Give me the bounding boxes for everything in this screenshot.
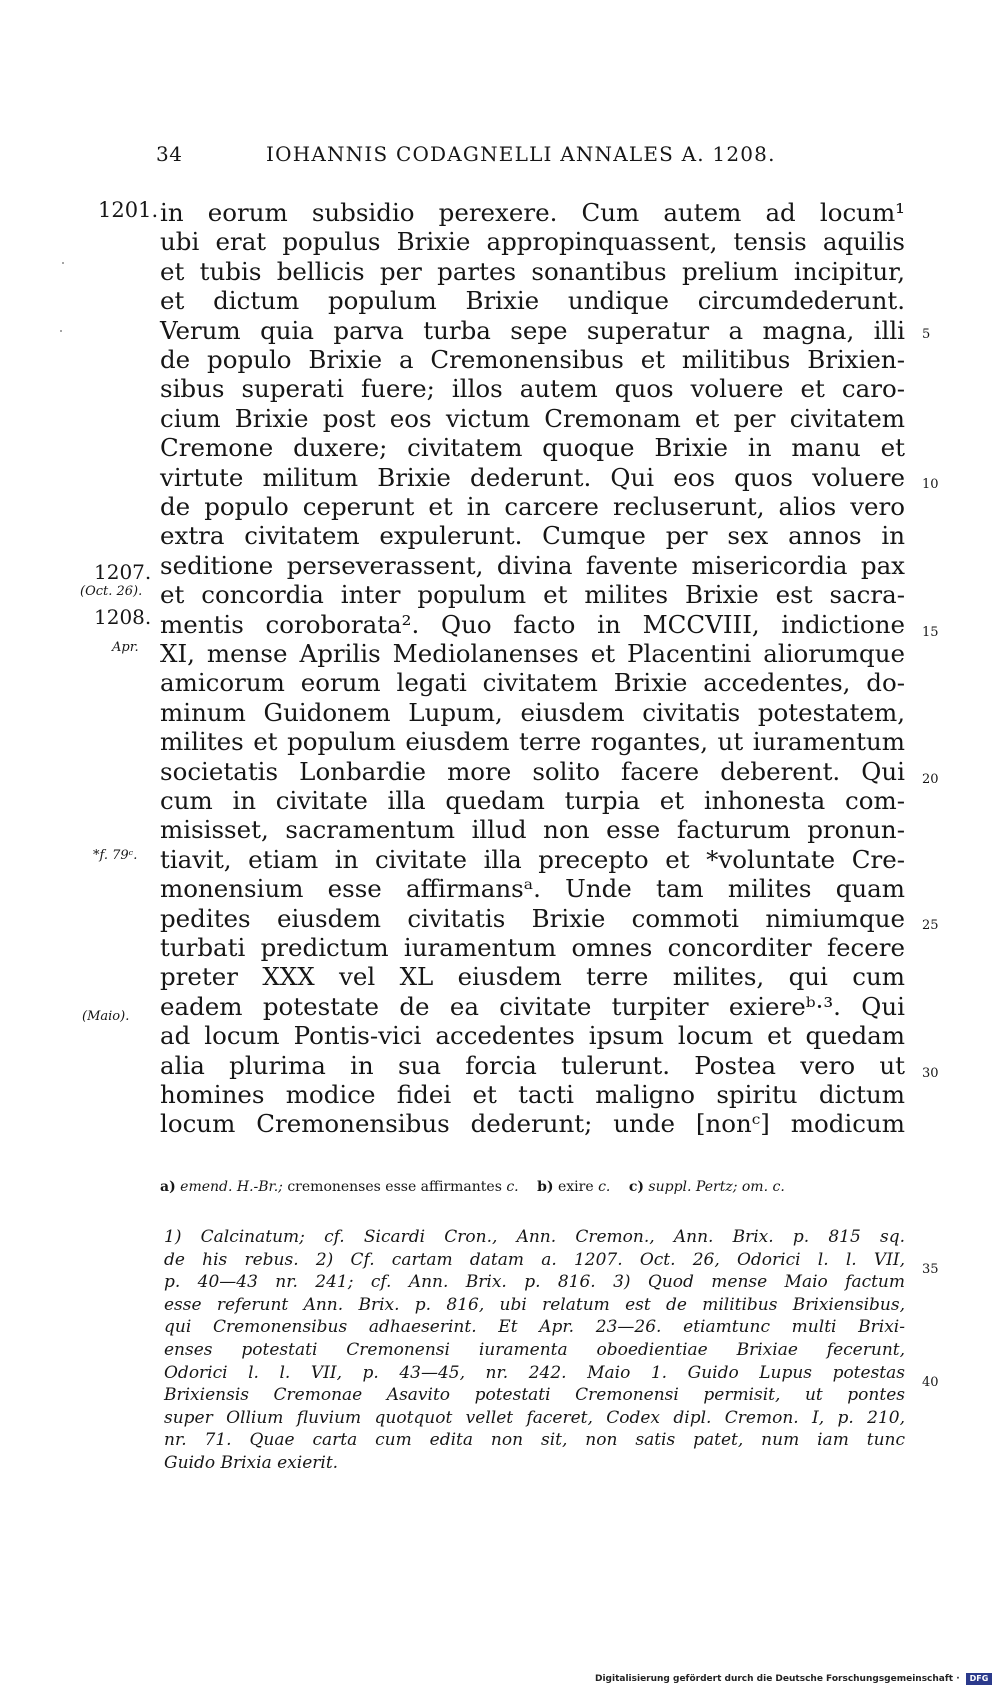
footnote-line: de his rebus. 2) Cf. cartam datam a. 1207. Oct. 26, Odorici l. l. VII, [164,1249,905,1270]
print-speck [62,262,64,264]
line-number: 5 [922,327,931,342]
margin-year-1207: 1207. [94,560,152,584]
footnote-line: super Ollium fluvium quotquot vellet faceret, Codex dipl. Cremon. I, p. 210, [164,1407,905,1428]
main-text-line: extra civitatem expulerunt. Cumque per sex annos in [160,521,905,551]
main-text-line: mentis coroborata². Quo facto in MCCVIII, indictione [160,609,905,639]
main-text-line: Verum quia parva turba sepe superatur a magna, illi [160,315,905,345]
digitization-credit: Digitalisierung gefördert durch die Deutsche Forschungsgemeinschaft · [595,1674,960,1684]
main-text-line: cum in civitate illa quedam turpia et inhonesta com- [160,786,905,815]
line-number: 20 [922,772,939,787]
line-number: 35 [922,1262,939,1277]
footnote-line: nr. 71. Quae carta cum edita non sit, non satis patet, num iam tunc [164,1430,905,1451]
critical-apparatus [160,1179,905,1195]
margin-year-1201: 1201. [98,198,159,222]
margin-date-oct-26: (Oct. 26). [80,584,143,599]
footnote-line: Odorici l. l. VII, p. 43—45, nr. 242. Maio 1. Guido Lupus potestas [164,1362,905,1383]
main-text-line: de populo ceperunt et in carcere recluserunt, alios vero [160,492,905,521]
footnote-line: Brixiensis Cremonae Asavito potestati Cremonensi permisit, ut pontes [164,1385,905,1406]
main-text-line: de populo Brixie a Cremonensibus et militibus Brixien- [160,345,905,374]
print-speck [60,330,62,332]
line-number: 15 [922,625,939,640]
main-text-line: misisset, sacramentum illud non esse facturum pronun- [160,815,905,845]
line-number: 25 [922,918,939,933]
main-text-line: homines modice fidei et tacti maligno spiritu dictum [160,1080,905,1109]
main-text-line: ubi erat populus Brixie appropinquassent, tensis aquilis [160,227,905,257]
main-text-line: milites et populum eiusdem terre rogantes, ut iuramentum [160,727,905,757]
page-number: 34 [156,142,183,166]
main-text-line: turbati predictum iuramentum omnes concorditer fecere [160,933,905,962]
main-text-line: minum Guidonem Lupum, eiusdem civitatis potestatem, [160,697,905,727]
main-text-line: eadem potestate de ea civitate turpiter exiereᵇ·³. Qui [160,991,905,1021]
main-text-line: tiavit, etiam in civitate illa precepto et *voluntate Cre- [160,844,905,874]
critical-note-c: c) suppl. Pertz; om. c. [628,1179,785,1195]
footnote-line: 1) Calcinatum; cf. Sicardi Cron., Ann. Cremon., Ann. Brix. p. 815 sq. [164,1227,905,1247]
main-text-line: ad locum Pontis-vici accedentes ipsum locum et quedam [160,1021,905,1051]
main-text-line: XI, mense Aprilis Mediolanenses et Placentini aliorumque [160,639,905,668]
footnote-line: qui Cremonensibus adhaeserint. Et Apr. 23—26. etiamtunc multi Brixi- [164,1317,905,1338]
margin-year-1208: 1208. [94,605,152,629]
main-text-line: cium Brixie post eos victum Cremonam et per civitatem [160,403,905,433]
main-text-line: societatis Lonbardie more solito facere deberent. Qui [160,756,905,786]
line-number: 10 [922,477,939,492]
main-text-line: alia plurima in sua forcia tulerunt. Postea vero ut [160,1050,905,1080]
main-text-line: et concordia inter populum et milites Brixie est sacra- [160,580,905,610]
main-text-line: monensium esse affirmansᵃ. Unde tam milites quam [160,874,905,904]
page-header [0,142,1000,176]
footnote-line: p. 40—43 nr. 241; cf. Ann. Brix. p. 816. 3) Quod mense Maio factum [164,1272,905,1293]
critical-note-b: b) exire c. [537,1179,611,1195]
main-text-line: sibus superati fuere; illos autem quos voluere et caro- [160,374,905,404]
main-text-line: amicorum eorum legati civitatem Brixie accedentes, do- [160,668,905,698]
main-text-line: et dictum populum Brixie undique circumdederunt. [160,286,905,316]
main-text-line: seditione perseverassent, divina favente misericordia pax [160,550,905,580]
footnote-line: esse referunt Ann. Brix. p. 816, ubi relatum est de militibus Brixiensibus, [164,1294,905,1315]
line-number: 30 [922,1066,939,1081]
main-text-line: locum Cremonensibus dederunt; unde [nonᶜ] modicum [160,1109,905,1139]
critical-note-a: a) emend. H.-Br.; cremonenses esse affirmantes c. [160,1179,519,1195]
main-text-line: preter XXX vel XL eiusdem terre milites, qui cum [160,962,905,992]
main-text-line: pedites eiusdem civitatis Brixie commoti nimiumque [160,903,905,933]
line-number: 40 [922,1375,939,1390]
main-text-line: virtute militum Brixie dederunt. Qui eos quos voluere [160,462,905,492]
main-text-line: in eorum subsidio perexere. Cum autem ad locum¹ [160,198,905,227]
main-text-line: Cremone duxere; civitatem quoque Brixie in manu et [160,433,905,463]
dfg-logo: DFG [966,1673,992,1685]
footnote-line: enses potestati Cremonensi iuramenta oboedientiae Brixiae fecerunt, [164,1340,905,1360]
margin-folio-ref: *f. 79ᶜ. [93,848,138,863]
footnote-line: Guido Brixia exierit. [164,1453,339,1473]
running-head: IOHANNIS CODAGNELLI ANNALES A. 1208. [266,142,776,166]
margin-month-apr: Apr. [112,640,139,655]
main-text-line: et tubis bellicis per partes sonantibus prelium incipitur, [160,256,905,286]
margin-month-maio: (Maio). [82,1009,130,1024]
